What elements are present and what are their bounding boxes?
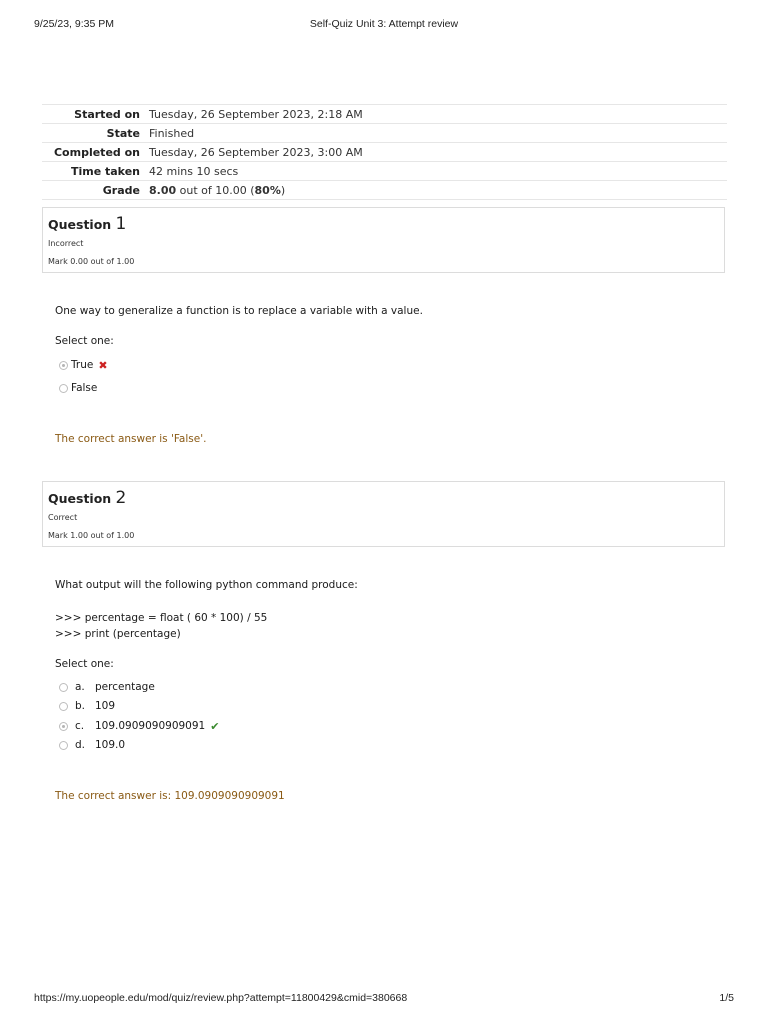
- question-text: What output will the following python command produce:: [55, 579, 358, 591]
- radio-button[interactable]: [59, 722, 68, 731]
- option-label: percentage: [95, 681, 155, 693]
- answer-option-true[interactable]: [59, 358, 108, 372]
- select-prompt: Select one:: [55, 335, 114, 347]
- question-heading: [48, 214, 126, 234]
- summary-row: [42, 181, 727, 200]
- summary-value: Tuesday, 26 September 2023, 2:18 AM: [149, 105, 727, 124]
- question-state: Correct: [48, 513, 78, 522]
- summary-value: 42 mins 10 secs: [149, 162, 727, 181]
- correct-answer-feedback: The correct answer is 'False'.: [55, 433, 207, 445]
- option-label: False: [71, 382, 98, 394]
- question-heading-text: Question: [48, 217, 116, 232]
- cross-icon: ✖: [98, 358, 108, 372]
- option-letter: a.: [75, 681, 85, 693]
- option-letter: b.: [75, 700, 86, 712]
- option-label: 109.0909090909091: [95, 720, 206, 732]
- page-url: https://my.uopeople.edu/mod/quiz/review.php?attempt=11800429&cmid=380668: [34, 992, 408, 1004]
- summary-label: Started on: [42, 105, 149, 124]
- question-number: 2: [115, 488, 127, 508]
- summary-row: [42, 105, 727, 124]
- select-prompt: Select one:: [55, 658, 114, 670]
- answer-option-false[interactable]: [59, 381, 97, 395]
- question-info-box: [42, 481, 725, 547]
- code-line: >>> percentage = float ( 60 * 100) / 55: [55, 612, 268, 624]
- option-label: 109.0: [95, 739, 126, 751]
- code-line: >>> print (percentage): [55, 628, 181, 640]
- question-heading-text: Question: [48, 491, 116, 506]
- grade-value: [149, 181, 727, 200]
- option-label: True: [71, 359, 94, 371]
- print-header: [34, 18, 734, 32]
- answer-option-b[interactable]: [59, 699, 115, 713]
- question-heading: [48, 488, 126, 508]
- grade-percent: 80%: [254, 183, 281, 197]
- question-mark: Mark 1.00 out of 1.00: [48, 531, 135, 540]
- question-mark: Mark 0.00 out of 1.00: [48, 257, 135, 266]
- question-text: One way to generalize a function is to replace a variable with a value.: [55, 305, 423, 317]
- summary-value: Tuesday, 26 September 2023, 3:00 AM: [149, 143, 727, 162]
- question-number: 1: [115, 214, 127, 234]
- summary-row: [42, 162, 727, 181]
- summary-label: Completed on: [42, 143, 149, 162]
- radio-button[interactable]: [59, 384, 68, 393]
- print-footer: [34, 992, 734, 1006]
- grade-score: 8.00: [149, 183, 177, 197]
- page-number: 1/5: [719, 992, 734, 1004]
- option-label: 109: [95, 700, 116, 712]
- summary-label: Time taken: [42, 162, 149, 181]
- summary-label: State: [42, 124, 149, 143]
- radio-button[interactable]: [59, 702, 68, 711]
- grade-close: ): [280, 183, 286, 197]
- check-icon: ✔: [210, 719, 220, 733]
- option-letter: c.: [75, 720, 85, 732]
- answer-option-d[interactable]: [59, 738, 125, 752]
- summary-row: [42, 143, 727, 162]
- answer-option-c[interactable]: [59, 719, 219, 733]
- summary-row: [42, 124, 727, 143]
- attempt-summary-table: [42, 104, 727, 200]
- option-letter: d.: [75, 739, 86, 751]
- summary-value: Finished: [149, 124, 727, 143]
- answer-option-a[interactable]: [59, 680, 155, 694]
- radio-button[interactable]: [59, 361, 68, 370]
- correct-answer-feedback: The correct answer is: 109.0909090909091: [55, 790, 285, 802]
- print-datetime: 9/25/23, 9:35 PM: [34, 18, 114, 30]
- question-info-box: [42, 207, 725, 273]
- code-snippet: [55, 610, 267, 642]
- grade-out-of: out of 10.00 (: [176, 183, 255, 197]
- radio-button[interactable]: [59, 683, 68, 692]
- summary-label: Grade: [42, 181, 149, 200]
- question-state: Incorrect: [48, 239, 84, 248]
- print-title: Self-Quiz Unit 3: Attempt review: [309, 18, 459, 30]
- radio-button[interactable]: [59, 741, 68, 750]
